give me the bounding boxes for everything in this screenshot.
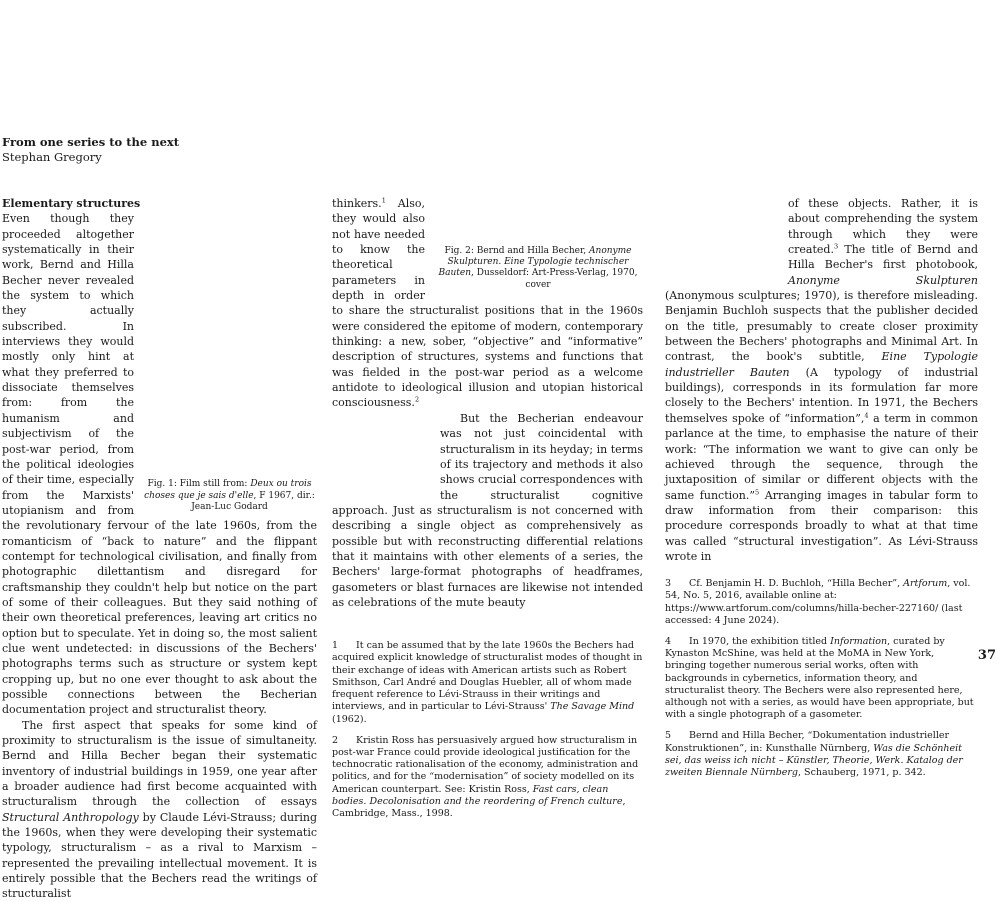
article-title: From one series to the next [2, 135, 180, 149]
footnote-ref[interactable]: 5 [754, 487, 760, 496]
col2-paragraph-1: Fig. 2: Bernd and Hilla Becher, Anonyme Skulpturen. Eine Typologie technischer Bauten, Dusseldorf: Art-Press-Verlag, 1970, cover thinkers.$^1$ Also, they would also not have needed to know the theoretical parameters in depth in order to share the structuralist positions that in the 1960s were considered the epitome of modern, contemporary thinking: a new, sober, “objective” and “informative” description of structures, systems and functions that was fielded in the post-war period as a welcome antidote to ideological illusion and utopian historical consciousness.$^2$ [332, 196, 643, 410]
footnotes-left [332, 640, 643, 820]
footnote-2: 2 Kristin Ross has persuasively argued how structuralism in post-war France could provide ideological justification for the technocratic rationalisation of the economy, administration and politics, and for the “modernisation” of society modelled on its American counterpart. See: Kristin Ross, Fast cars, clean bodies. Decolonisation and the reordering of French culture, Cambridge, Mass., 1998. [332, 734, 639, 819]
column-2 [332, 196, 643, 829]
figure-1-caption: Fig. 1: Film still from: Deux ou trois choses que je sais d'elle, F 1967, dir.: Jean-Luc Godard [144, 479, 315, 512]
page-number: 37 [977, 648, 996, 663]
col2-paragraph-2: But the Becherian endeavour was not just coincidental with structuralism in its heyday; in terms of its trajectory and methods it also shows crucial correspondences with the structuralist cognitive approach. Just as structuralism is not concerned with describing a single object as comprehensively as possible but with reconstructing differential relations that it maintains with other elements of a series, the Bechers' large-format photographs of headframes, gasometers or blast furnaces are likewise not intended as celebrations of the mute beauty [332, 411, 643, 609]
figure-1-space [332, 431, 432, 495]
footnote-ref[interactable]: 1 [381, 196, 386, 205]
footnote-5: 5 Bernd and Hilla Becher, “Dokumentation industrieller Konstruktionen”, in: Kunsthalle Nürnberg, Was die Schönheit sei, das weiss ich nicht – Künstler, Theorie, Werk. Katalog der zweiten Biennale Nürnberg, Schauberg, 1971, p. 342. [665, 730, 963, 779]
article-header [2, 135, 179, 165]
figure-2-caption: Fig. 2: Bernd and Hilla Becher, Anonyme Skulpturen. Eine Typologie technischer Bauten, Dusseldorf: Art-Press-Verlag, 1970, cover [438, 246, 638, 290]
column-3 [665, 196, 978, 788]
col1-paragraph-2: The first aspect that speaks for some kind of proximity to structuralism is the issue of simultaneity. Bernd and Hilla Becher began their systematic inventory of industrial buildings in 1959, one year after a broader audience had first become acquainted with structuralism through the collection of essays Structural Anthropology by Claude Lévi-Strauss; during the 1960s, when they were developing their systematic typology, structuralism – as a rival to Marxism – represented the prevailing intellectual movement. It is entirely possible that the Bechers read the writings of structuralist [2, 718, 317, 901]
section-subhead: Elementary structures [2, 197, 141, 210]
footnote-3: 3 Cf. Benjamin H. D. Buchloh, “Hilla Becher”, Artforum, vol. 54, No. 5, 2016, available online at: https://www.artforum.com/columns/hilla-becher-227160/ (last accessed: 4 June 2024). [665, 578, 971, 626]
figure-2-space [665, 227, 780, 287]
footnote-ref[interactable]: 2 [414, 395, 420, 404]
footnote-ref[interactable]: 3 [833, 242, 839, 251]
footnote-4: 4 In 1970, the exhibition titled Information, curated by Kynaston McShine, was held at the MoMA in New York, bringing together numerous serial works, often with backgrounds in cybernetics, information theory, and structuralist theory. The Bechers were also represented here, although not with a series, as would have been appropriate, but with a single photograph of a gasometer. [665, 636, 974, 721]
article-author: Stephan Gregory [2, 150, 102, 164]
footnote-ref[interactable]: 4 [864, 411, 869, 420]
footnotes-right [665, 578, 978, 779]
footnote-1: 1 It can be assumed that by the late 1960s the Bechers had acquired explicit knowledge of structuralist modes of thought in their exchange of ideas with American artists such as Robert Smithson, Carl André and Douglas Huebler, all of whom made frequent reference to Lévi-Strauss in their writings and interviews, and in particular to Lévi-Strauss' The Savage Mind (1962). [332, 640, 643, 725]
col3-paragraph-1: of these objects. Rather, it is about comprehending the system through which they were created.$^3$ The title of Bernd and Hilla Becher's first photobook, Anonyme Skulpturen (Anonymous sculptures; 1970), is therefore misleading. Benjamin Buchloh suspects that the publisher decided on the title, presumably to create closer proximity between the Bechers' photographs and Minimal Art. In contrast, the book's subtitle, Eine Typologie industrieller Bauten (A typology of industrial buildings), corresponds in its formulation far more closely to the Bechers' intention. In 1971, the Bechers themselves spoke of “information”,$^4$ a term in common parlance at the time, to emphasise the nature of their work: “The information we want to give can only be achieved through the sequence, through the juxtaposition of similar or different objects with the same function.”$^5$ Arranging images in tabular form to draw information from their comparison: this procedure corresponds broadly to what at that time was called “structural investigation”. As Lévi-Strauss wrote in [665, 197, 979, 563]
column-1 [2, 196, 317, 902]
col1-paragraph-1: Fig. 1: Film still from: Deux ou trois choses que je sais d'elle, F 1967, dir.: Jean-Luc Godard Even though they proceeded altogether systematically in their work, Bernd and Hilla Becher never revealed the system to which they actually subscribed. In interviews they would mostly only hint at what they preferred to dissociate themselves from: from the humanism and subjectivism of the post-war period, from the political ideologies of their time, especially from the Marxists' utopianism and from the revolutionary fervour of the late 1960s, from the romanticism of “back to nature” and the flippant contempt for technological civilisation, and finally from photographic dilettantism and disregard for craftsmanship they couldn't help but notice on the part of some of their colleagues. But they said nothing of their own theoretical preferences, leaving art critics no option but to speculate. Yet in doing so, the most salient clue went undetected: in discussions of the Bechers' photographs terms such as structure or system kept cropping up, but no one ever thought to ask about the possible connections between the Becherian documentation project and structuralist theory. [2, 212, 317, 717]
